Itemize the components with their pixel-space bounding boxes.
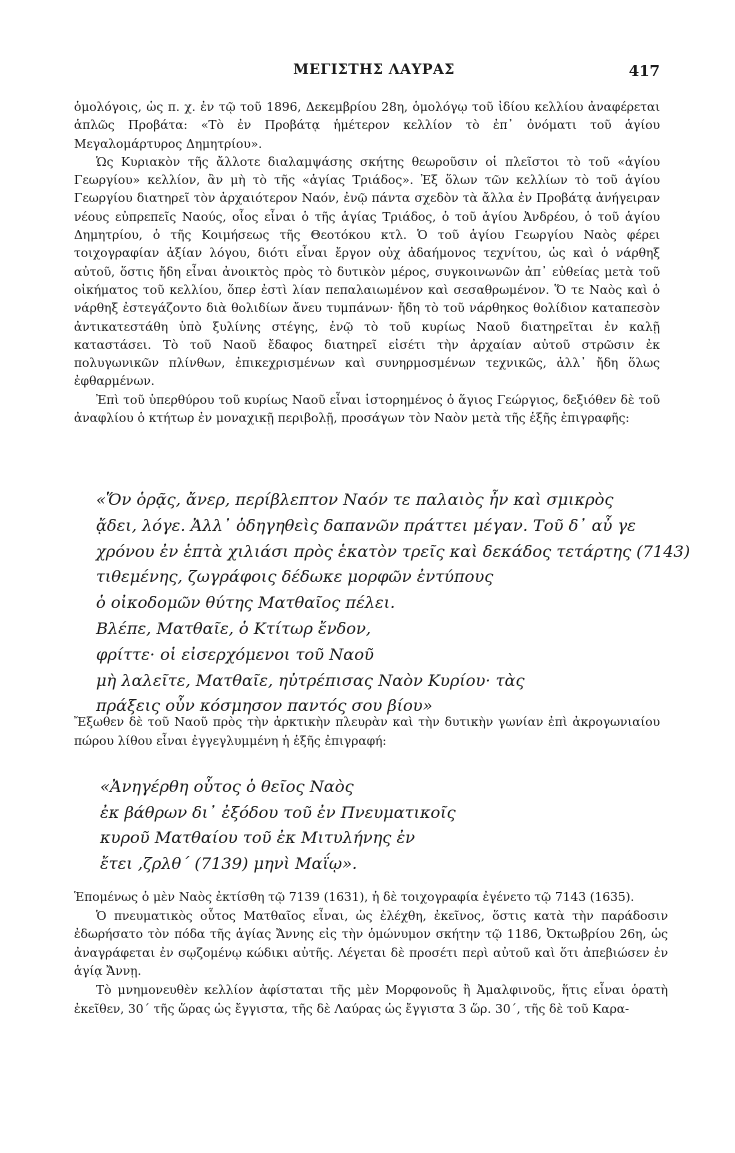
page-header <box>88 62 660 86</box>
verse-line: ᾄδει, λόγε. Ἀλλ᾽ ὁδηγηθεὶς δαπανῶν πράττει μέγαν. Τοῦ δ᾽ αὖ γε <box>96 515 636 535</box>
verse-line: χρόνου ἐν ἑπτὰ χιλιάσι πρὸς ἑκατὸν τρεῖς καὶ δεκάδος τετάρτης (7143) <box>96 541 691 561</box>
verse-line: Βλέπε, Ματθαῖε, ὁ Κτίτωρ ἔνδον, <box>96 618 372 638</box>
paragraph: Ὁ πνευματικὸς οὗτος Ματθαῖος εἶναι, ὡς ἐλέχθη, ἐκεῖνος, ὅστις κατὰ τὴν παράδοσιν ἐδωρήσατο τὸν πόδα τῆς ἁγίας Ἄννης εἰς τὴν ὁμώνυμον σκήτην τῷ 1186, Ὀκτωβρίου 26η, ὡς ἀναγράφεται ἐν σῳζομένῳ κώδικι αὐτῆς. Λέγεται δὲ προσέτι περὶ αὐτοῦ καὶ ὅτι ἀπεβιώσεν ἐν ἁγίᾳ Ἄννῃ. <box>74 908 668 979</box>
verse-line: «Ὅν ὁρᾷς, ἄνερ, περίβλεπτον Ναόν τε παλαιὸς ἦν καὶ σμικρὸς <box>96 490 614 509</box>
verse-line: μὴ λαλεῖτε, Ματθαῖε, ηὐτρέπισας Ναὸν Κυρίου· τὰς <box>96 670 525 690</box>
closing-text <box>74 888 668 1018</box>
verse-line: ἔτει ,ζρλθ´ (7139) μηνὶ Μαΐῳ». <box>100 853 358 873</box>
body-text <box>74 98 660 427</box>
paragraph: ὁμολόγοις, ὡς π. χ. ἐν τῷ τοῦ 1896, Δεκεμβρίου 28η, ὁμολόγῳ τοῦ ἰδίου κελλίου ἀναφέρεται ἁπλῶς Προβάτα: «Τὸ ἐν Προβάτᾳ ἡμέτερον κελλίον τὸ ἐπ᾽ ὀνόματι τοῦ ἁγίου Μεγαλομάρτυρος Δημητρίου». <box>74 100 660 151</box>
verse-line: ἐκ βάθρων δι᾽ ἐξόδου τοῦ ἐν Πνευματικοῖς <box>100 802 456 822</box>
paragraph: Ὡς Κυριακὸν τῆς ἄλλοτε διαλαμψάσης σκήτης θεωροῦσιν οἱ πλεῖστοι τὸ τοῦ «ἁγίου Γεωργίου» κελλίον, ἂν μὴ τὸ τῆς «ἁγίας Τριάδος». Ἐξ ὅλων τῶν κελλίων τὸ τοῦ ἁγίου Γεωργίου διατηρεῖ τὸν ἀρχαιότερον Ναόν, ἐνῷ πάντα σχεδὸν τὰ ἄλλα ἐν Προβάτᾳ ἀνήγειραν νέους εὐπρεπεῖς Ναούς, οἷος εἶναι ὁ τῆς ἁγίας Τριάδος, ὁ τοῦ ἁγίου Ἀνδρέου, ὁ τοῦ ἁγίου Δημητρίου, ὁ τῆς Κοιμήσεως τῆς Θεοτόκου κτλ. Ὁ τοῦ ἁγίου Γεωργίου Ναὸς φέρει τοιχογραφίαν ἀξίαν λόγου, διότι εἶναι ἔργον οὐχ ἀδαήμονος τεχνίτου, ὡς καὶ ὁ νάρθηξ αὐτοῦ, ὅστις ἤδη εἶναι ἀνοικτὸς πρὸς τὸ δυτικὸν μέρος, συγκοινωνῶν ἀπ᾽ εὐθείας μετὰ τοῦ οἰκήματος τοῦ κελλίου, ὅπερ ἐστὶ λίαν πεπαλαιωμένον καὶ σεσαθρωμένον. Ὅ τε Ναὸς καὶ ὁ νάρθηξ ἐστεγάζοντο διὰ θολιδίων ἄνευ τυμπάνων· ἤδη τὸ τοῦ νάρθηκος θολίδιον καταπεσὸν ἀντικατεστάθη ὑπὸ ξυλίνης στέγης, ἐνῷ τὸ τοῦ κυρίως Ναοῦ διατηρεῖται ἐν καλῇ καταστάσει. Τὸ τοῦ Ναοῦ ἔδαφος διατηρεῖ εἰσέτι τὴν ἀρχαίαν αὐτοῦ στρῶσιν ἐκ πολυγωνικῶν πλίνθων, ἐπικεχρισμένων καὶ συνηρμοσμένων τεχνικῶς, ἀλλ᾽ ἤδη ὅλως ἐφθαρμένων. <box>74 154 660 389</box>
verse-line: ὁ οἰκοδομῶν θύτης Ματθαῖος πέλει. <box>96 593 396 613</box>
page-number: 417 <box>628 62 660 80</box>
verse-line: τιθεμένης, ζωγράφοις δέδωκε μορφῶν ἐντύπους <box>96 567 494 587</box>
middle-text <box>74 713 660 750</box>
inscription-verse-1 <box>96 487 691 719</box>
paragraph: Ἔξωθεν δὲ τοῦ Ναοῦ πρὸς τὴν ἀρκτικὴν πλευρὰν καὶ τὴν δυτικὴν γωνίαν ἐπὶ ἀκρογωνιαίου πώρου λίθου εἶναι ἐγγεγλυμμένη ἡ ἑξῆς ἐπιγραφή: <box>74 715 660 748</box>
verse-line: «Ἀνηγέρθη οὗτος ὁ θεῖος Ναὸς <box>100 777 354 796</box>
verse-line: φρίττε· οἱ εἰσερχόμενοι τοῦ Ναοῦ <box>96 644 374 664</box>
verse-line: πράξεις οὖν κόσμησον παντός σου βίου» <box>96 696 433 716</box>
running-head: ΜΕΓΙΣΤΗΣ ΛΑΥΡΑΣ <box>293 62 455 78</box>
verse-line: κυροῦ Ματθαίου τοῦ ἐκ Μιτυλήνης ἐν <box>100 828 416 847</box>
paragraph: Ἑπομένως ὁ μὲν Ναὸς ἐκτίσθη τῷ 7139 (1631), ἡ δὲ τοιχογραφία ἐγένετο τῷ 7143 (1635). <box>74 890 635 904</box>
paragraph: Ἐπὶ τοῦ ὑπερθύρου τοῦ κυρίως Ναοῦ εἶναι ἱστορημένος ὁ ἅγιος Γεώργιος, δεξιόθεν δὲ τοῦ ἀναφλίου ὁ κτήτωρ ἐν μοναχικῇ περιβολῇ, προσάγων τὸν Ναὸν μετὰ τῆς ἑξῆς ἐπιγραφῆς: <box>74 392 660 426</box>
inscription-verse-2 <box>100 774 640 876</box>
paragraph: Τὸ μνημονευθὲν κελλίον ἀφίσταται τῆς μὲν Μορφονοῦς ἢ Ἀμαλφινοῦς, ἥτις εἶναι ὁρατὴ ἐκεῖθεν, 30´ τῆς ὥρας ὡς ἔγγιστα, τῆς δὲ Λαύρας ὡς ἔγγιστα 3 ὥρ. 30´, τῆς δὲ τοῦ Καρα- <box>74 982 668 1016</box>
